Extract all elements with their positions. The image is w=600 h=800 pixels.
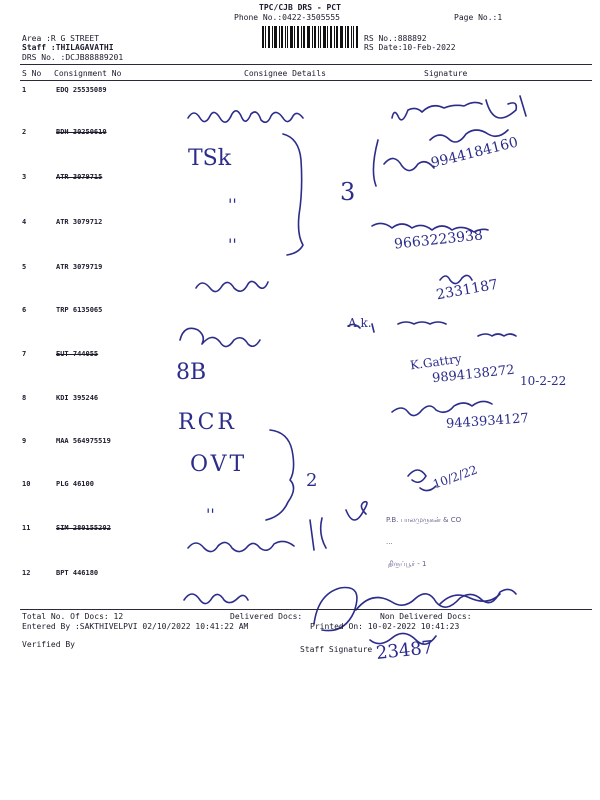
rs-date: RS Date:10-Feb-2022	[364, 43, 456, 52]
handwritten-signature: K.Gattry	[409, 351, 463, 373]
row-sno: 12	[22, 569, 31, 577]
row-consignment: MAA 564975519	[56, 437, 111, 445]
staff-signature: Staff Signature	[300, 645, 373, 654]
staff: Staff :THILAGAVATHI	[22, 43, 114, 52]
row-consignment: BDH 30250610	[56, 128, 107, 136]
row-consignment: ATR 3079715	[56, 173, 103, 181]
handwritten-name: RCR	[178, 410, 237, 435]
row-consignment: TRP 6135065	[56, 306, 103, 314]
handwritten-phone: 9894138272	[431, 362, 516, 387]
stamp-line: திருப்பூர் - 1	[388, 560, 427, 568]
handwritten-phone: 9443934127	[445, 411, 530, 432]
handwritten-date: 10-2-22	[520, 374, 567, 388]
row-sno: 10	[22, 480, 31, 488]
verified-by: Verified By	[22, 640, 75, 649]
row-consignment: BPT 446180	[56, 569, 99, 577]
total-docs: Total No. Of Docs: 12	[22, 612, 124, 621]
area: Area :R G STREET	[22, 34, 100, 43]
col-sno: S No	[22, 69, 42, 78]
handwritten-name: OVT	[190, 452, 248, 477]
row-sno: 6	[22, 306, 27, 314]
row-sno: 3	[22, 173, 27, 181]
row-sno: 7	[22, 350, 27, 358]
handwritten-phone: 2331187	[435, 276, 500, 304]
row-consignment: ATR 3079719	[56, 263, 103, 271]
row-consignment: SIM 280155202	[56, 524, 111, 532]
delivered-docs: Delivered Docs:	[230, 612, 303, 621]
row-consignment: KDI 395246	[56, 394, 99, 402]
handwritten-mark: ''	[228, 235, 237, 254]
col-signature: Signature	[424, 69, 468, 78]
row-sno: 1	[22, 86, 27, 94]
row-sno: 4	[22, 218, 27, 226]
printed-on: Printed On: 10-02-2022 10:41:23	[310, 622, 460, 631]
row-consignment: PLG 46100	[56, 480, 94, 488]
handwritten-phone: 9944184160	[429, 134, 520, 172]
row-sno: 11	[22, 524, 31, 532]
row-sno: 2	[22, 128, 27, 136]
drs-number: DRS No. :DCJB88889201	[22, 53, 124, 62]
non-delivered-docs: Non Delivered Docs:	[380, 612, 472, 621]
stamp-line: P.B. பாலமுருகன் & CO	[386, 516, 462, 524]
footer-rule	[20, 609, 592, 610]
row-sno: 9	[22, 437, 27, 445]
handwritten-count: 3	[340, 178, 356, 206]
handwritten-mark: ''	[206, 505, 215, 524]
stamp-line: ...	[386, 538, 393, 546]
handwritten-phone: 9663223938	[393, 227, 484, 253]
handwritten-date: 10/2/22	[431, 462, 480, 492]
row-consignment: EDQ 25535089	[56, 86, 107, 94]
phone-number: Phone No.:0422-3505555	[234, 13, 340, 22]
handwritten-signature: A.k.	[348, 316, 372, 330]
handwritten-count: 2	[306, 470, 318, 491]
row-sno: 8	[22, 394, 27, 402]
col-consignee: Consignee Details	[244, 69, 326, 78]
rs-number: RS No.:888892	[364, 34, 427, 43]
row-sno: 5	[22, 263, 27, 271]
col-consignment: Consignment No	[54, 69, 122, 78]
handwritten-name: TSk	[188, 146, 232, 171]
row-consignment: ATR 3079712	[56, 218, 103, 226]
handwritten-name: 8B	[176, 360, 207, 385]
handwritten-number: 23487	[375, 637, 435, 664]
handwritten-mark: ''	[228, 195, 237, 214]
page-number: Page No.:1	[454, 13, 503, 22]
document-title: TPC/CJB DRS - PCT	[259, 3, 341, 12]
row-consignment: EUT 744055	[56, 350, 99, 358]
entered-by: Entered By :SAKTHIVELPVI 02/10/2022 10:41:22 AM	[22, 622, 249, 631]
